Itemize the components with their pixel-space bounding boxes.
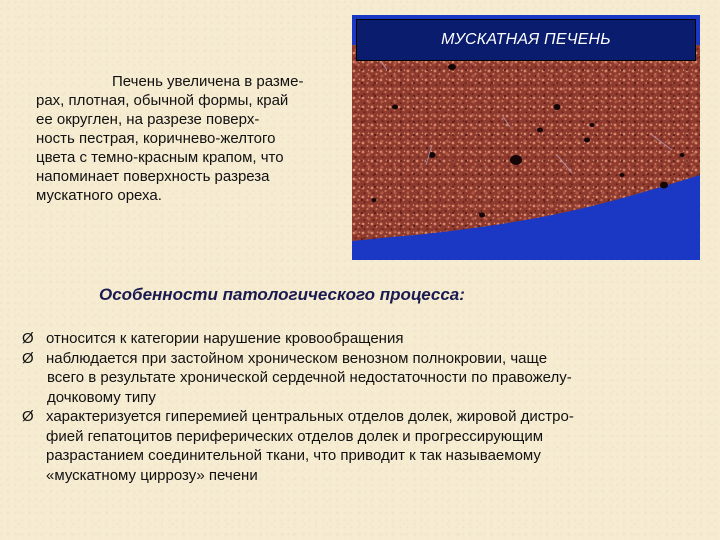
description-line: цвета с темно-красным крапом, что — [36, 149, 284, 166]
description-line: ее округлен, на разрезе поверх- — [36, 111, 260, 128]
arrow-bullet-icon: Ø — [22, 330, 34, 347]
description-line: напоминает поверхность разреза — [36, 168, 270, 185]
description-line: мускатного ореха. — [36, 187, 162, 204]
liver-description — [36, 72, 346, 205]
description-line: ность пестрая, коричнево-желтого — [36, 130, 276, 147]
bullet-line: «мускатному циррозу» печени — [46, 466, 258, 484]
list-item — [22, 329, 712, 349]
list-item — [22, 349, 712, 408]
bullet-line: характеризуется гиперемией центральных отделов долек, жировой дистро- — [46, 408, 574, 425]
bullet-line: дочковому типу — [47, 388, 156, 406]
liver-photo — [352, 15, 700, 260]
description-line: рах, плотная, обычной формы, край — [36, 92, 289, 109]
bullet-line: относится к категории нарушение кровообращения — [46, 330, 404, 347]
arrow-bullet-icon: Ø — [22, 349, 34, 367]
bullet-line: фией гепатоцитов периферических отделов долек и прогрессирующим — [46, 427, 544, 445]
bullet-line: всего в результате хронической сердечной недостаточности по правожелу- — [47, 369, 572, 386]
section-subtitle: Особенности патологического процесса: — [99, 285, 465, 304]
features-list — [22, 329, 712, 485]
description-line: Печень увеличена в разме- — [112, 73, 304, 90]
arrow-bullet-icon: Ø — [22, 408, 34, 425]
photo-title: МУСКАТНАЯ ПЕЧЕНЬ — [356, 19, 696, 61]
bullet-line: разрастанием соединительной ткани, что приводит к так называемому — [46, 447, 541, 464]
bullet-line: наблюдается при застойном хроническом венозном полнокровии, чаще — [46, 349, 548, 367]
list-item — [22, 407, 712, 485]
